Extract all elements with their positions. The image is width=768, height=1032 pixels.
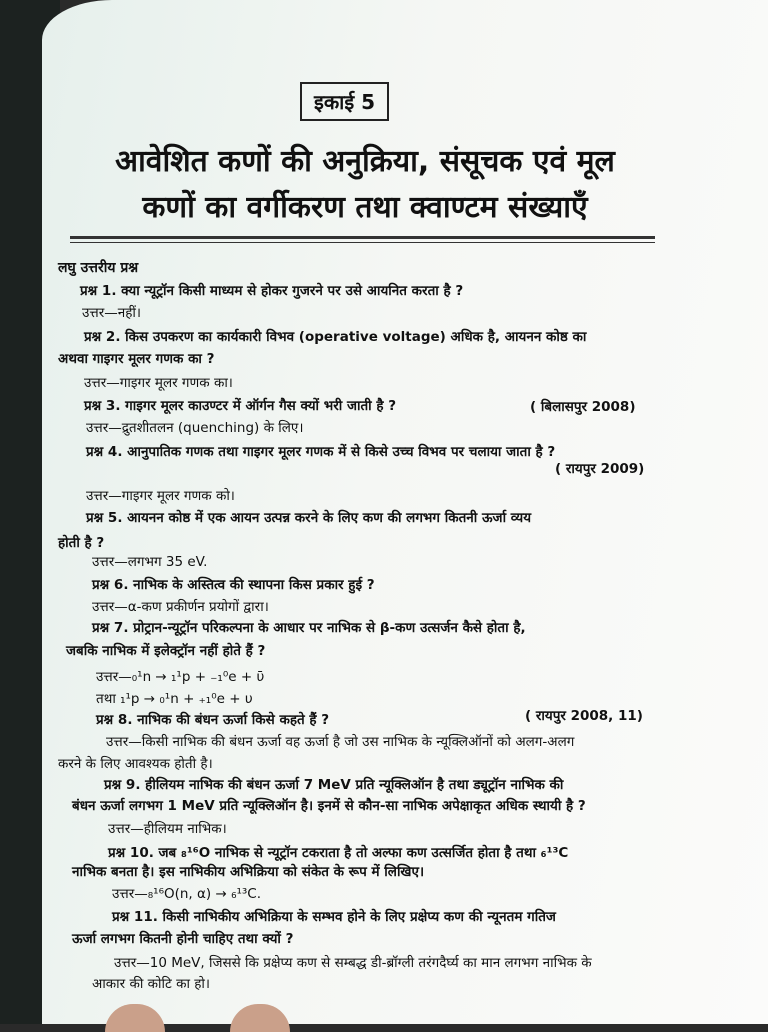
answer-line: उत्तर—द्रुतशीतलन (quenching) के लिए। [86, 420, 304, 436]
question-line: नाभिक बनता है। इस नाभिकीय अभिक्रिया को संकेत के रूप में लिखिए। [72, 864, 425, 880]
reference-q4: ( रायपुर 2009) [555, 461, 645, 477]
section-heading: लघु उत्तरीय प्रश्न [58, 260, 139, 276]
question-line: प्रश्न 10. जब ₈¹⁶O नाभिक से न्यूट्रॉन टकराता है तो अल्फा कण उत्सर्जित होता है तथा ₆¹³C [108, 845, 569, 861]
answer-line: उत्तर—10 MeV, जिससे कि प्रक्षेप्य कण से सम्बद्ध डी-ब्रॉग्ली तरंगदैर्घ्य का मान लगभग नाभिक के [114, 955, 592, 971]
question-line: प्रश्न 4. आनुपातिक गणक तथा गाइगर मूलर गणक में से किसे उच्च विभव पर चलाया जाता है ? [86, 444, 556, 460]
question-line: अथवा गाइगर मूलर गणक का ? [58, 351, 215, 367]
title-rule [70, 236, 655, 239]
question-line: प्रश्न 5. आयनन कोष्ठ में एक आयन उत्पन्न करने के लिए कण की लगभग कितनी ऊर्जा व्यय [86, 510, 532, 526]
question-line: ऊर्जा लगभग कितनी होनी चाहिए तथा क्यों ? [72, 931, 294, 947]
unit-label: इकाई 5 [300, 82, 389, 121]
answer-line: तथा ₁¹p → ₀¹n + ₊₁⁰e + υ [96, 691, 253, 707]
answer-line: उत्तर—₀¹n → ₁¹p + ₋₁⁰e + ῡ [96, 669, 265, 685]
chapter-title-line-2: कणों का वर्गीकरण तथा क्वाण्टम संख्याएँ [142, 190, 588, 225]
answer-line: आकार की कोटि का हो। [92, 976, 211, 992]
reference-q3: ( बिलासपुर 2008) [530, 399, 636, 415]
answer-line: उत्तर—गाइगर मूलर गणक का। [84, 375, 233, 391]
question-line: जबकि नाभिक में इलेक्ट्रॉन नहीं होते हैं ? [66, 643, 266, 659]
question-line: प्रश्न 6. नाभिक के अस्तित्व की स्थापना किस प्रकार हुई ? [92, 577, 375, 593]
question-line: प्रश्न 7. प्रोट्रान-न्यूट्रॉन परिकल्पना के आधार पर नाभिक से β-कण उत्सर्जन कैसे होता है, [92, 620, 526, 636]
title-rule-thin [70, 242, 655, 243]
question-line: प्रश्न 8. नाभिक की बंधन ऊर्जा किसे कहते हैं ? [96, 712, 330, 728]
answer-line: उत्तर—लगभग 35 eV. [92, 554, 208, 570]
question-line: प्रश्न 1. क्या न्यूट्रॉन किसी माध्यम से होकर गुजरने पर उसे आयनित करता है ? [80, 283, 464, 299]
answer-line: उत्तर—α-कण प्रकीर्णन प्रयोगों द्वारा। [92, 599, 269, 615]
answer-line: उत्तर—हीलियम नाभिक। [108, 821, 227, 837]
answer-line: उत्तर—गाइगर मूलर गणक को। [86, 488, 235, 504]
answer-line: उत्तर—किसी नाभिक की बंधन ऊर्जा वह ऊर्जा है जो उस नाभिक के न्यूक्लिऑनों को अलग-अलग [106, 734, 575, 750]
answer-line: करने के लिए आवश्यक होती है। [58, 756, 213, 772]
question-line: प्रश्न 3. गाइगर मूलर काउण्टर में ऑर्गन गैस क्यों भरी जाती है ? [84, 398, 397, 414]
question-line: प्रश्न 11. किसी नाभिकीय अभिक्रिया के सम्भव होने के लिए प्रक्षेप्य कण की न्यूनतम गतिज [112, 909, 556, 925]
answer-line: उत्तर—नहीं। [82, 305, 142, 321]
question-line: होती है ? [58, 535, 105, 551]
chapter-title-line-1: आवेशित कणों की अनुक्रिया, संसूचक एवं मूल [115, 144, 615, 179]
question-line: प्रश्न 9. हीलियम नाभिक की बंधन ऊर्जा 7 MeV प्रति न्यूक्लिऑन है तथा ड्यूट्रॉन नाभिक की [104, 777, 564, 793]
question-line: बंधन ऊर्जा लगभग 1 MeV प्रति न्यूक्लिऑन है। इनमें से कौन-सा नाभिक अपेक्षाकृत अधिक स्थायी है ? [72, 798, 586, 814]
answer-line: उत्तर—₈¹⁶O(n, α) → ₆¹³C. [112, 886, 262, 902]
reference-q8: ( रायपुर 2008, 11) [525, 708, 643, 724]
question-line: प्रश्न 2. किस उपकरण का कार्यकारी विभव (operative voltage) अधिक है, आयनन कोष्ठ का [84, 329, 587, 345]
